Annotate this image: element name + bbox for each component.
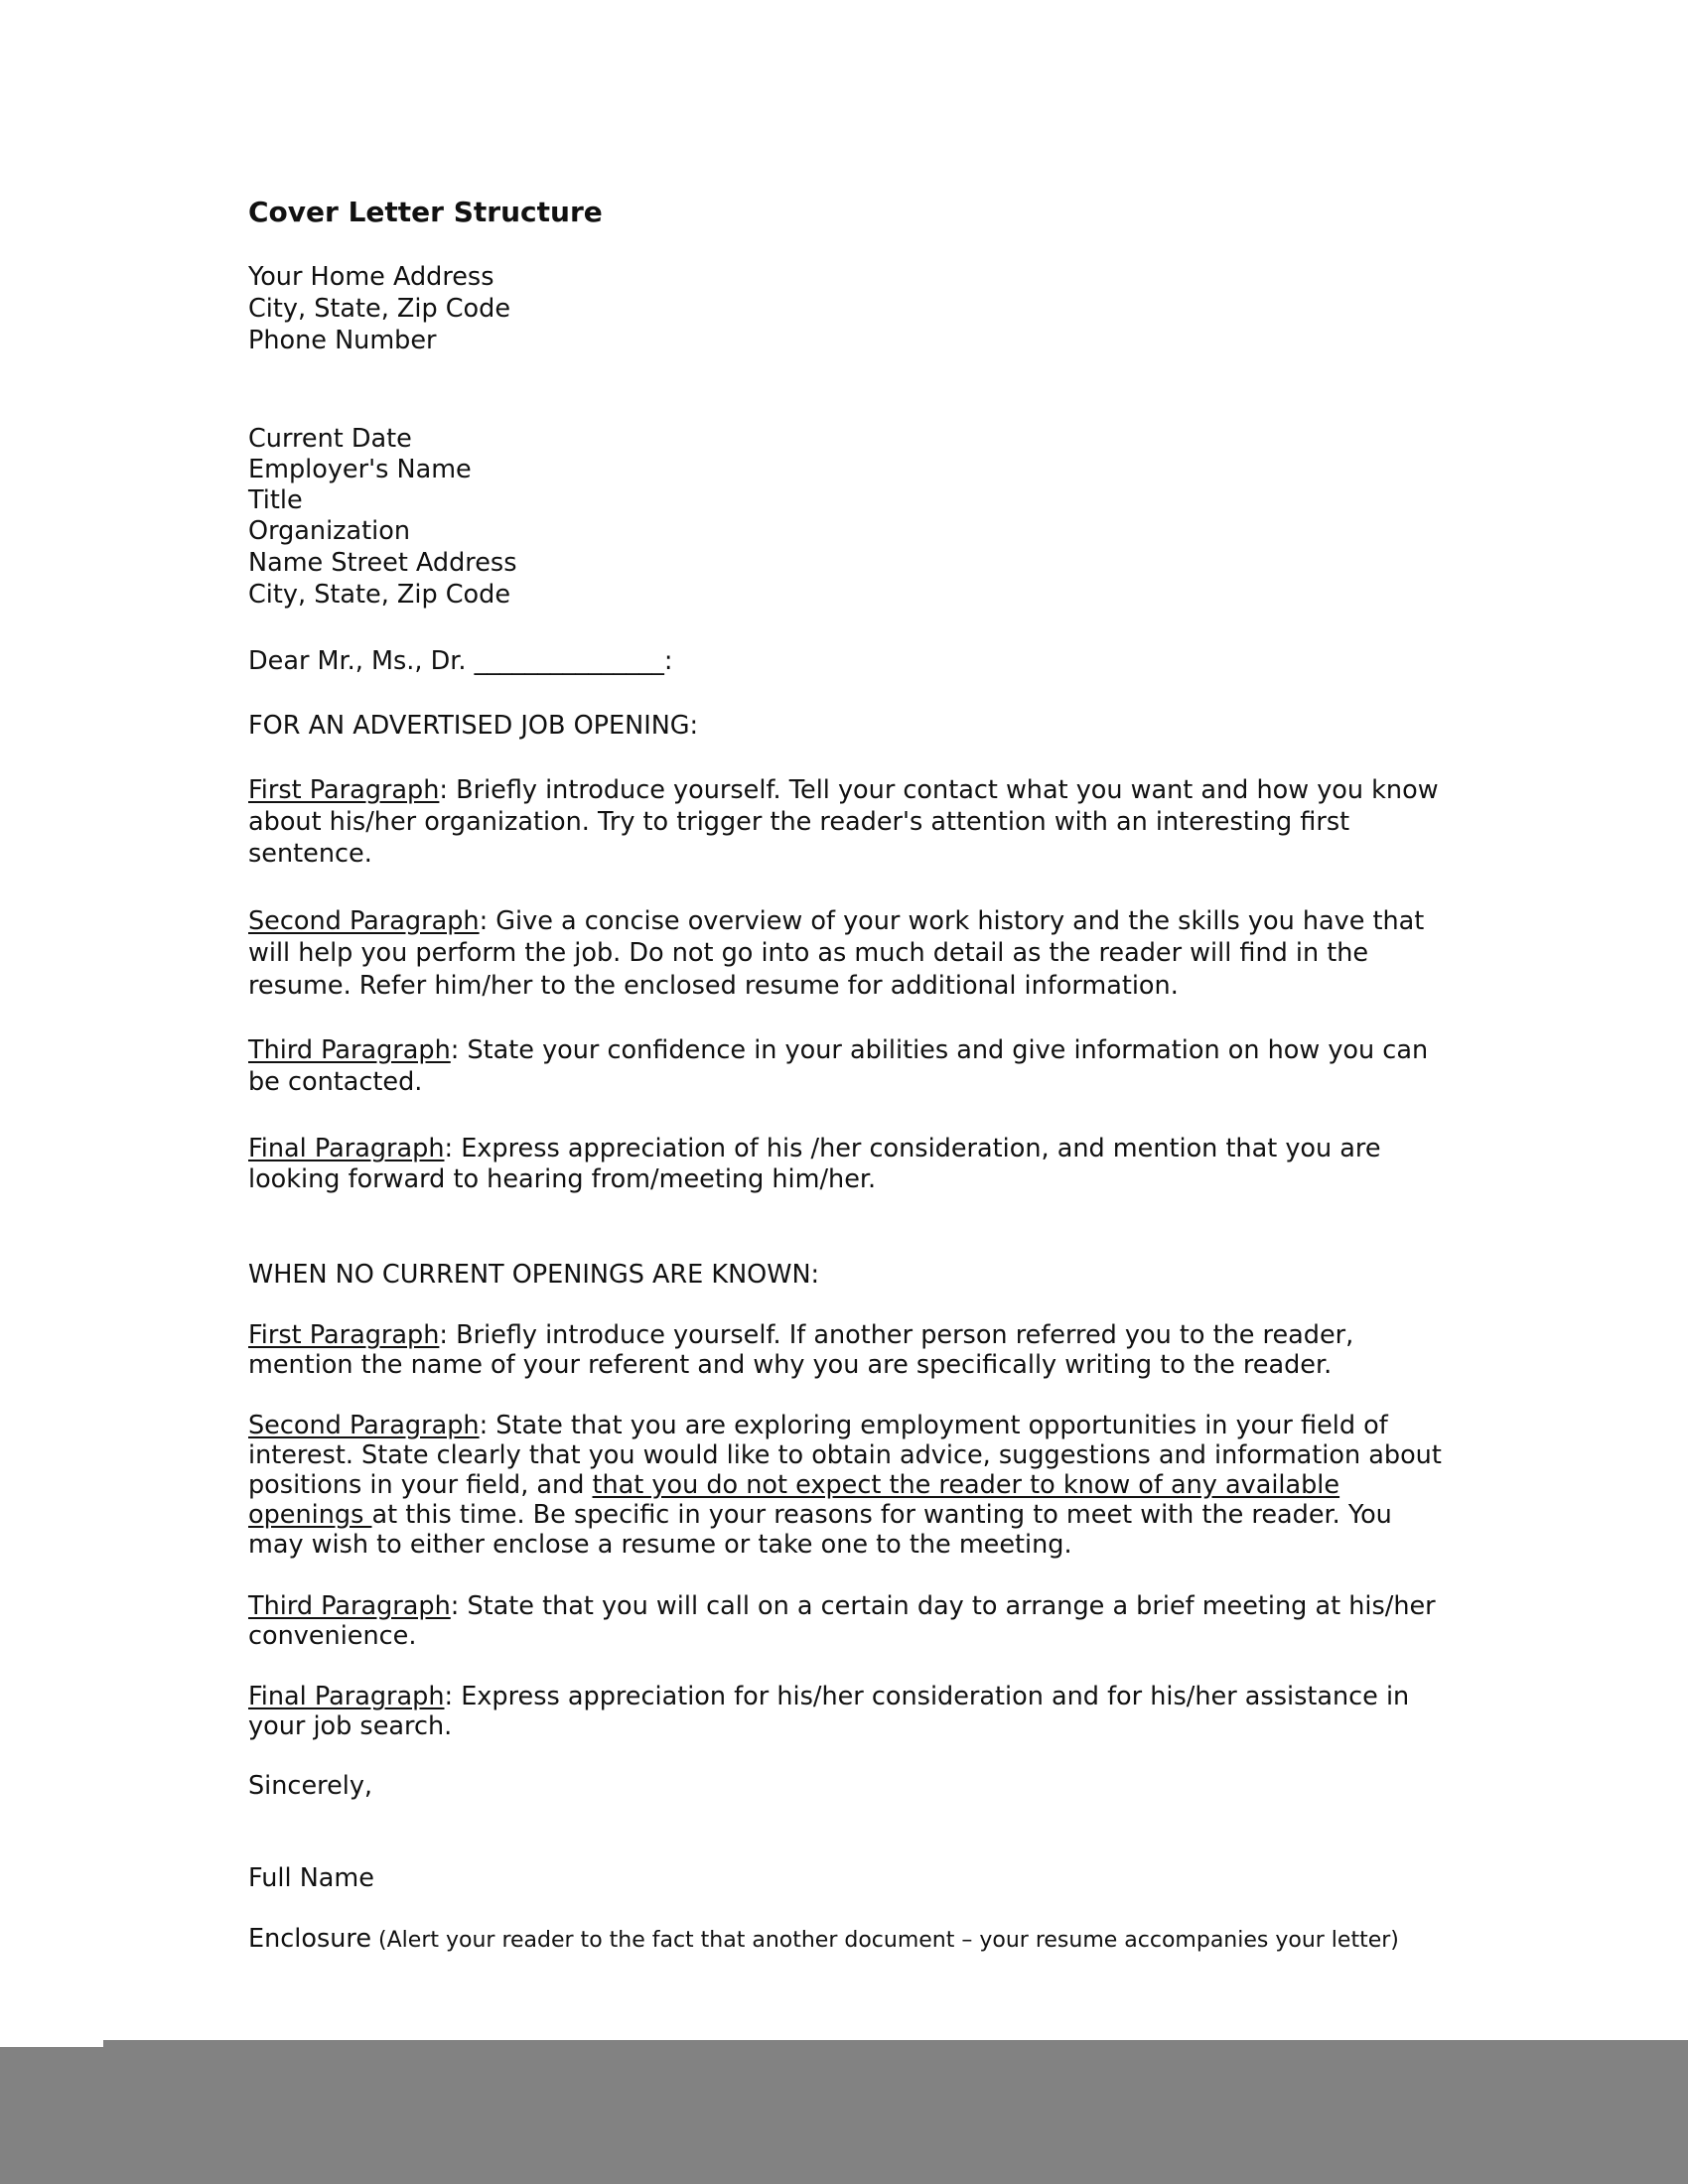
no-second-label: Second Paragraph <box>248 1411 480 1440</box>
closing: Sincerely, <box>248 1771 373 1801</box>
enclosure-note: (Alert your reader to the fact that another document – your resume accompanies your letter) <box>371 1928 1399 1953</box>
no-final-paragraph-line: Final Paragraph: Express appreciation for his/her consideration and for his/her assistance in <box>248 1682 1410 1711</box>
adv-third-paragraph-line: be contacted. <box>248 1067 423 1097</box>
no-third-label: Third Paragraph <box>248 1591 451 1621</box>
organization: Organization <box>248 516 411 546</box>
adv-second-paragraph-line: resume. Refer him/her to the enclosed resume for additional information. <box>248 971 1179 1001</box>
no-third-paragraph-line: Third Paragraph: State that you will call on a certain day to arrange a brief meeting at his/her <box>248 1591 1436 1621</box>
viewer-background-edge <box>103 2040 1688 2047</box>
sender-address: Your Home Address <box>248 262 494 292</box>
no-second-paragraph-line: positions in your field, and that you do not expect the reader to know of any available <box>248 1470 1340 1500</box>
page-title: Cover Letter Structure <box>248 196 603 228</box>
adv-second-label: Second Paragraph <box>248 906 480 936</box>
street-address: Name Street Address <box>248 548 517 578</box>
enclosure-label: Enclosure <box>248 1924 372 1954</box>
adv-final-paragraph-line: looking forward to hearing from/meeting him/her. <box>248 1164 877 1194</box>
adv-first-label: First Paragraph <box>248 775 440 805</box>
no-first-paragraph-line: First Paragraph: Briefly introduce yourself. If another person referred you to the reader, <box>248 1320 1354 1350</box>
sender-phone: Phone Number <box>248 326 437 355</box>
full-name: Full Name <box>248 1863 374 1893</box>
current-date: Current Date <box>248 424 412 454</box>
enclosure-line <box>248 1924 1399 1954</box>
adv-second-paragraph-line: will help you perform the job. Do not go into as much detail as the reader will find in the <box>248 938 1369 968</box>
viewer-background <box>0 2047 1688 2184</box>
adv-final-paragraph-line: Final Paragraph: Express appreciation of his /her consideration, and mention that you are <box>248 1134 1381 1163</box>
no-final-label: Final Paragraph <box>248 1682 445 1711</box>
adv-final-label: Final Paragraph <box>248 1134 445 1163</box>
no-second-paragraph-line: openings at this time. Be specific in your reasons for wanting to meet with the reader. You <box>248 1500 1392 1530</box>
no-first-label: First Paragraph <box>248 1320 440 1350</box>
adv-third-label: Third Paragraph <box>248 1035 451 1065</box>
no-second-paragraph-line: Second Paragraph: State that you are exploring employment opportunities in your field of <box>248 1411 1388 1440</box>
no-third-paragraph-line: convenience. <box>248 1621 417 1651</box>
adv-third-paragraph-line: Third Paragraph: State your confidence in your abilities and give information on how you can <box>248 1035 1429 1065</box>
adv-first-paragraph-line: First Paragraph: Briefly introduce yourself. Tell your contact what you want and how you know <box>248 775 1439 805</box>
salutation: Dear Mr., Ms., Dr. _______________: <box>248 646 673 676</box>
no-final-paragraph-line: your job search. <box>248 1711 453 1741</box>
advertised-heading: FOR AN ADVERTISED JOB OPENING: <box>248 711 699 741</box>
no-second-paragraph-line: interest. State clearly that you would like to obtain advice, suggestions and information about <box>248 1440 1442 1470</box>
page-edge <box>0 2040 103 2047</box>
employer-name: Employer's Name <box>248 455 472 484</box>
adv-second-paragraph-line: Second Paragraph: Give a concise overview of your work history and the skills you have that <box>248 906 1425 936</box>
no-second-paragraph-line: may wish to either enclose a resume or take one to the meeting. <box>248 1530 1072 1560</box>
no-openings-heading: WHEN NO CURRENT OPENINGS ARE KNOWN: <box>248 1260 820 1290</box>
sender-city: City, State, Zip Code <box>248 294 511 324</box>
adv-first-paragraph-line: about his/her organization. Try to trigger the reader's attention with an interesting first <box>248 807 1350 837</box>
adv-first-paragraph-line: sentence. <box>248 839 372 869</box>
employer-title: Title <box>248 485 303 515</box>
no-first-paragraph-line: mention the name of your referent and why you are specifically writing to the reader. <box>248 1350 1333 1380</box>
recipient-city: City, State, Zip Code <box>248 580 511 610</box>
